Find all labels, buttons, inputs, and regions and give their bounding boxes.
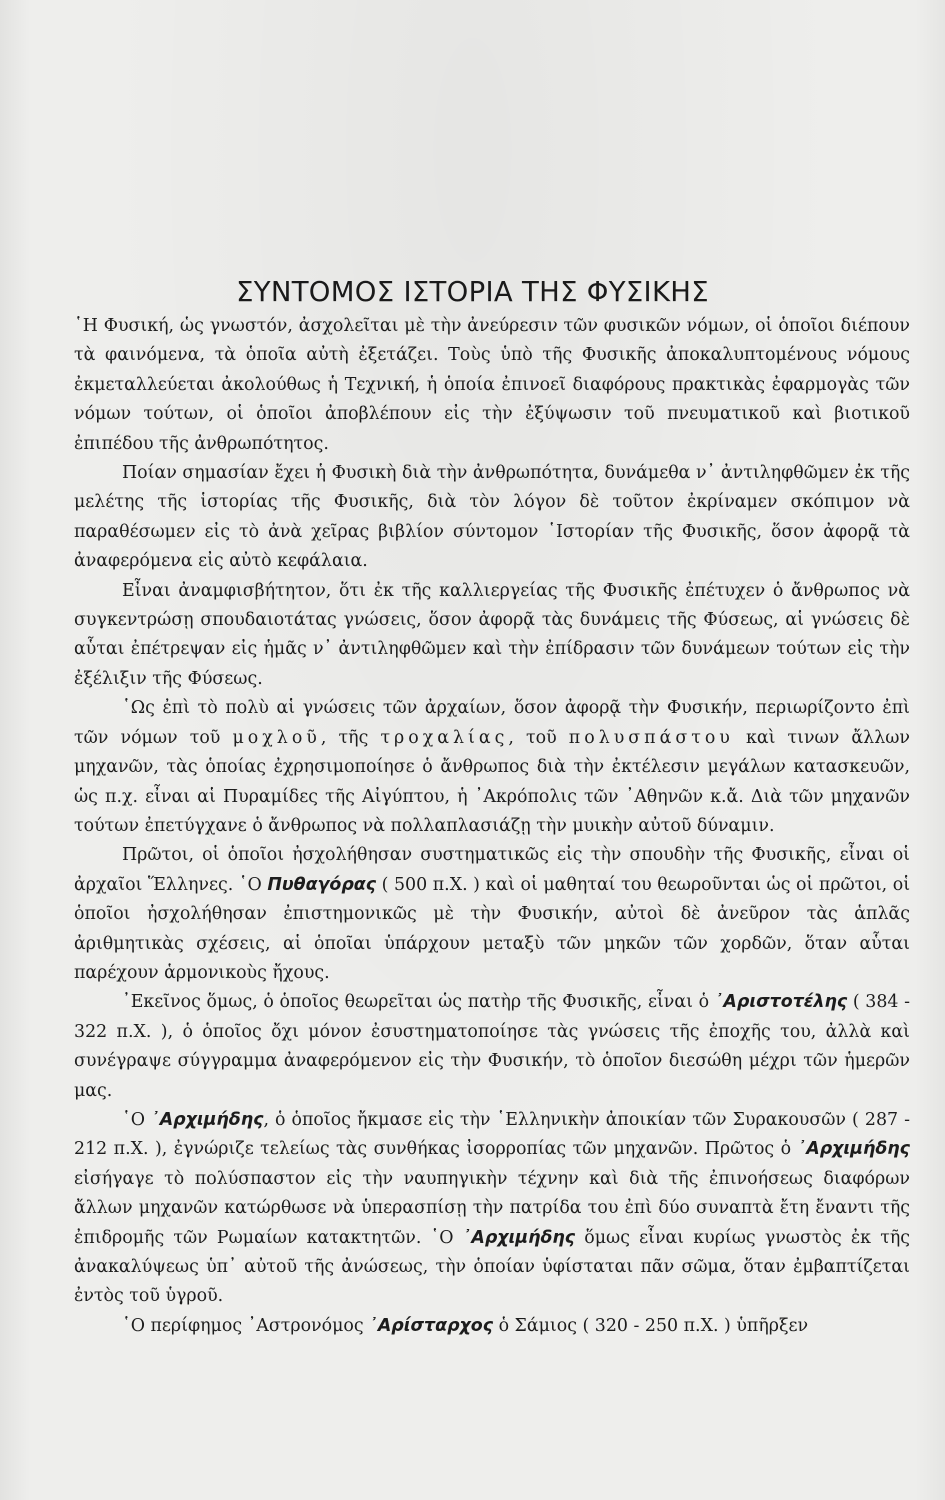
paragraph-5-text-b: ( 500 π.Χ. ) καὶ οἱ μαθηταί του θεωροῦνται ὡς οἱ πρῶτοι, οἱ ὁποῖοι ἠσχολήθησαν ἐπιστημονικῶς μὲ τὴν Φυσικήν, αὐτοὶ δὲ ἀνεῦρον τὰς ἁπλᾶς ἀριθμητικὰς σχέσεις, αἱ ὁποῖαι ὑπάρχουν μεταξὺ τῶν μηκῶν τῶν χορδῶν, ὅταν αὗται παρέχουν ἁρμονικοὺς ἤχους. <box>74 874 911 983</box>
term-polyspastos: πολυσπάστου <box>568 727 734 748</box>
name-archimidis-3: ᾿Αρχιμήδης <box>462 1227 576 1248</box>
name-aristotelis: ᾿Αριστοτέλης <box>714 992 848 1013</box>
body-text <box>74 312 910 1341</box>
term-mochlos: μοχλοῦ <box>232 727 321 748</box>
paragraph-1: ῾Η Φυσική, ὡς γνωστόν, ἀσχολεῖται μὲ τὴν ἀνεύρεσιν τῶν φυσικῶν νόμων, οἱ ὁποῖοι διέπουν τὰ φαινόμενα, τὰ ὁποῖα αὐτὴ ἐξετάζει. Τοὺς ὑπὸ τῆς Φυσικῆς ἀποκαλυπτομένους νόμους ἐκμεταλλεύεται ἀκολούθως ἡ Τεχνική, ἡ ὁποία ἐπινοεῖ διαφόρους πρακτικὰς ἐφαρμογὰς τῶν νόμων τούτων, οἱ ὁποῖοι ἀποβλέπουν εἰς τὴν ἐξύψωσιν τοῦ πνευματικοῦ καὶ βιοτικοῦ ἐπιπέδου τῆς ἀνθρωπότητος. <box>74 316 910 454</box>
name-archimidis-1: ᾿Αρχιμήδης <box>151 1109 264 1130</box>
paragraph-4-text-a: ῾Ως ἐπὶ τὸ πολὺ αἱ γνώσεις τῶν ἀρχαίων, ὅσον ἀφορᾷ τὴν Φυσικήν, περιωρίζοντο ἐπὶ τῶν νόμων τοῦ <box>74 698 910 748</box>
paragraph-5 <box>74 841 910 988</box>
paragraph-6-text-a: ᾿Εκεῖνος ὅμως, ὁ ὁποῖος θεωρεῖται ὡς πατὴρ τῆς Φυσικῆς, εἶναι ὁ <box>122 992 710 1013</box>
paragraph-6-text-b: ( 384 - 322 π.Χ. ), ὁ ὁποῖος ὄχι μόνον ἐσυστηματοποίησε τὰς γνώσεις τῆς ἐποχῆς του, ἀλλὰ καὶ συνέγραψε σύγγραμμα ἀναφερόμενον εἰς τὴν Φυσικήν, τὸ ὁποῖον διεσώθη μέχρι τῶν ἡμερῶν μας. <box>74 992 910 1101</box>
page-title: ΣΥΝΤΟΜΟΣ ΙΣΤΟΡΙΑ ΤΗΣ ΦΥΣΙΚΗΣ <box>236 276 709 309</box>
bleed-through <box>60 70 900 300</box>
name-aristarchos: ᾿Αρίσταρχος <box>369 1315 494 1336</box>
paragraph-6 <box>74 988 910 1106</box>
paragraph-4 <box>74 694 910 841</box>
paragraph-7-text-b: , ὁ ὁποῖος ἤκμασε εἰς τὴν ῾Ελληνικὴν ἀποικίαν τῶν Συρακουσῶν ( 287 - 212 π.Χ. ), ἐγνώριζε τελείως τὰς συνθήκας ἰσορροπίας τῶν μηχανῶν. Πρῶτος ὁ <box>74 1109 911 1160</box>
name-pythagoras: Πυθαγόρας <box>267 874 377 895</box>
paragraph-7-text-d: ὅμως εἶναι κυρίως γνωστὸς ἐκ τῆς ἀνακαλύψεως ὑπ᾿ αὐτοῦ τῆς ἀνώσεως, τὴν ὁποίαν ὑφίσταται πᾶν σῶμα, ὅταν ἐμβαπτίζεται ἐντὸς τοῦ ὑγροῦ. <box>74 1227 910 1307</box>
paragraph-2: Ποίαν σημασίαν ἔχει ἡ Φυσικὴ διὰ τὴν ἀνθρωπότητα, δυνάμεθα ν᾿ ἀντιληφθῶμεν ἐκ τῆς μελέτης τῆς ἱστορίας τῆς Φυσικῆς, διὰ τὸν λόγον δὲ τοῦτον ἐκρίναμεν σκόπιμον νὰ παραθέσωμεν εἰς τὸ ἀνὰ χεῖρας βιβλίον σύντομον ῾Ιστορίαν τῆς Φυσικῆς, ὅσον ἀφορᾷ τὰ ἀναφερόμενα εἰς αὐτὸ κεφάλαια. <box>74 463 910 572</box>
paragraph-5-text-a: Πρῶτοι, οἱ ὁποῖοι ἠσχολήθησαν συστηματικῶς εἰς τὴν σπουδὴν τῆς Φυσικῆς, εἶναι οἱ ἀρχαῖοι Ἕλληνες. ῾Ο <box>74 845 910 895</box>
paragraph-8-text-b: ὁ Σάμιος ( 320 - 250 π.Χ. ) ὑπῆρξεν <box>498 1315 809 1336</box>
paragraph-8 <box>74 1312 910 1341</box>
name-archimidis-2: ᾿Αρχιμήδης <box>797 1139 910 1160</box>
paragraph-3: Εἶναι ἀναμφισβήτητον, ὅτι ἐκ τῆς καλλιεργείας τῆς Φυσικῆς ἐπέτυχεν ὁ ἄνθρωπος νὰ συγκεντρώσῃ σπουδαιοτάτας γνώσεις, ὅσον ἀφορᾷ τὰς δυνάμεις τῆς Φύσεως, αἱ γνώσεις δὲ αὗται ἐπέτρεψαν εἰς ἡμᾶς ν᾿ ἀντιληφθῶμεν καὶ τὴν ἐπίδρασιν τῶν δυνάμεων τούτων εἰς τὴν ἐξέλιξιν τῆς Φύσεως. <box>74 580 910 689</box>
paragraph-4-text-b: , τῆς <box>320 727 369 748</box>
term-trochalia: τροχαλίας <box>380 727 509 748</box>
paragraph-4-text-d: καὶ τινων ἄλλων μηχανῶν, τὰς ὁποίας ἐχρησιμοποίησε ὁ ἄνθρωπος διὰ τὴν ἐκτέλεσιν μεγάλων κατασκευῶν, ὡς π.χ. εἶναι αἱ Πυραμίδες τῆς Αἰγύπτου, ἡ ᾿Ακρόπολις τῶν ᾿Αθηνῶν κ.ἄ. Διὰ τῶν μηχανῶν τούτων ἐπετύγχανε ὁ ἄνθρωπος νὰ πολλαπλασιάζῃ τὴν μυικὴν αὐτοῦ δύναμιν. <box>74 727 910 836</box>
paragraph-7-text-c: εἰσήγαγε τὸ πολύσπαστον εἰς τὴν ναυπηγικὴν τέχνην καὶ διὰ τῆς ἐπινοήσεως διαφόρων ἄλλων μηχανῶν κατώρθωσε νὰ ὑπερασπίσῃ τὴν πατρίδα του ἐπὶ δύο συναπτὰ ἔτη ἔναντι τῆς ἐπιδρομῆς τῶν Ρωμαίων κατακτητῶν. ῾Ο <box>74 1168 910 1248</box>
paragraph-7-text-a: ῾Ο <box>122 1109 145 1130</box>
paragraph-8-text-a: ῾Ο περίφημος ᾿Αστρονόμος <box>122 1315 364 1336</box>
paragraph-4-text-c: , τοῦ <box>508 727 557 748</box>
paragraph-7 <box>74 1106 910 1312</box>
